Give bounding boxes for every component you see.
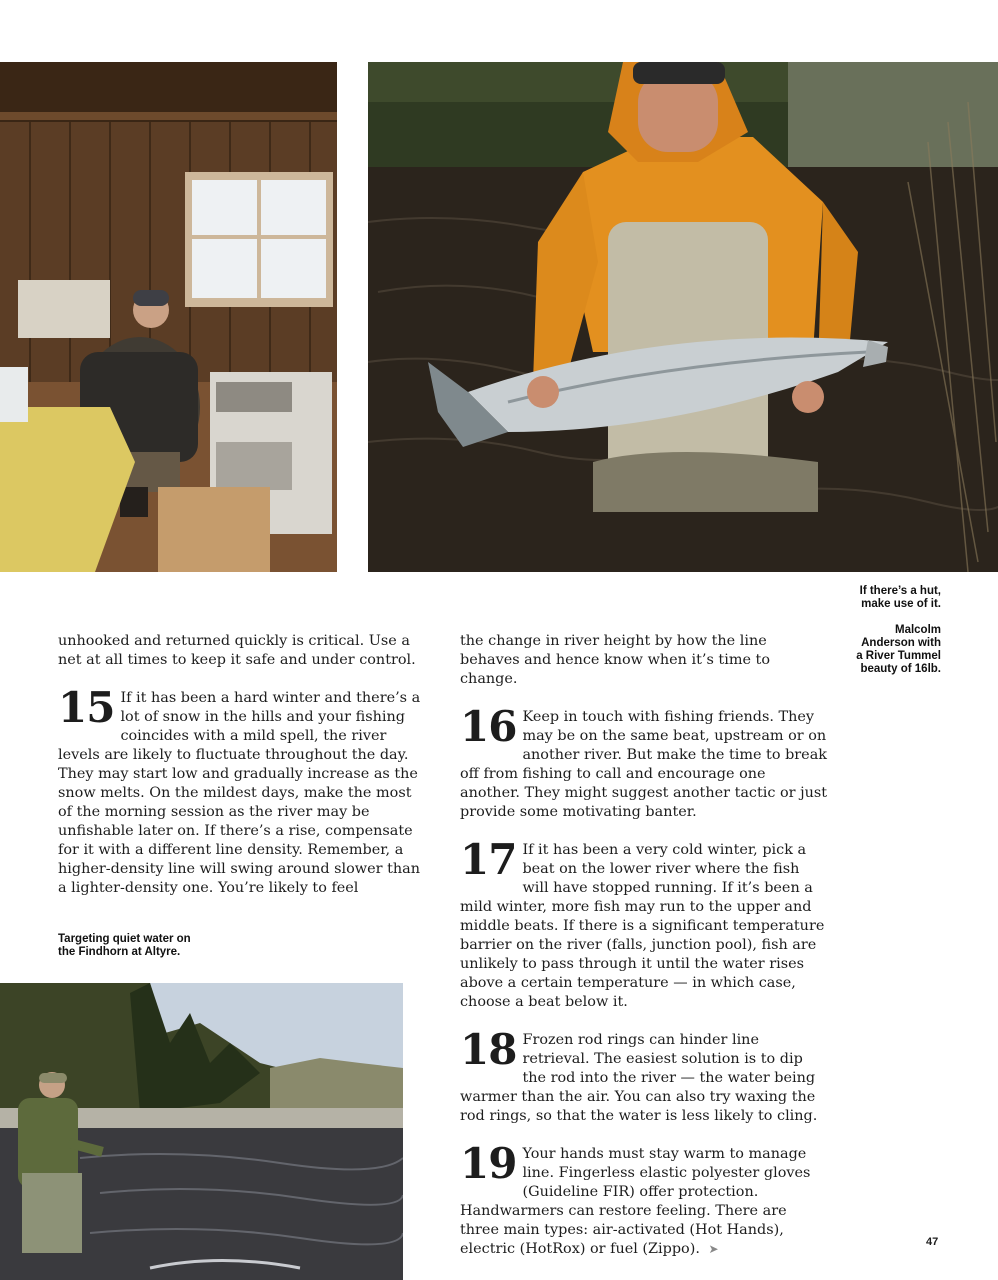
tip-19	[460, 1139, 828, 1259]
tip-18	[460, 1025, 828, 1126]
tip-text: If it has been a very cold winter, pick a beat on the lower river where the fish will have stopped running. If it’s been a mild winter, more fish may run to the upper and middle beats. If there is a significant temperature barrier on the river (falls, junction pool), fish are unlikely to pass through it until the water rises above a certain temperature — in which case, choose a beat below it.	[460, 842, 825, 1010]
end-of-article-arrow-icon: ➤	[708, 1242, 719, 1256]
findhorn-river-photo	[0, 983, 403, 1280]
tip-text: Frozen rod rings can hinder line retrieval. The easiest solution is to dip the rod into the river — the water being warmer than the air. You can also try waxing the rod rings, so that the water is less likely to cling.	[460, 1032, 818, 1124]
photo-captions-right	[855, 585, 941, 689]
page-number: 47	[926, 1236, 939, 1248]
tip-17	[460, 835, 828, 1012]
tip-15-continuation: the change in river height by how the line behaves and hence know when it’s time to change.	[460, 633, 770, 687]
intro-paragraph: unhooked and returned quickly is critical. Use a net at all times to keep it safe and under control.	[58, 633, 416, 668]
tip-number: 18	[460, 1025, 517, 1074]
tip-number: 16	[460, 702, 517, 751]
tip-text: If it has been a hard winter and there’s a lot of snow in the hills and your fishing coincides with a mild spell, the river levels are likely to fluctuate throughout the day. They may start low and gradually increase as the snow melts. On the mildest days, make the most of the morning session as the river may be unfishable later on. If there’s a rise, compensate for it with a different line density. Remember, a higher-density line will swing around slower than a lighter-density one. You’re likely to feel	[58, 690, 421, 896]
tip-number: 19	[460, 1139, 517, 1188]
tip-number: 17	[460, 835, 517, 884]
tip-16	[460, 702, 828, 822]
hut-caption: If there’s a hut, make use of it.	[859, 585, 941, 610]
article-column-left	[58, 632, 430, 917]
hut-interior-photo	[0, 62, 337, 572]
angler-with-salmon-photo	[368, 62, 998, 572]
tip-number: 15	[58, 683, 115, 732]
tip-text: Keep in touch with fishing friends. They may be on the same beat, upstream or on another river. But make the time to break off from fishing to call and encourage one another. They might suggest another tactic or just provide some motivating banter.	[460, 709, 828, 820]
river-caption: Targeting quiet water on the Findhorn at Altyre.	[58, 933, 191, 958]
salmon-caption: Malcolm Anderson with a River Tummel beauty of 16lb.	[856, 624, 941, 675]
tip-15	[58, 683, 430, 898]
article-column-right	[460, 632, 828, 1278]
tip-text: Your hands must stay warm to manage line. Fingerless elastic polyester gloves (Guideline FIR) offer protection. Handwarmers can restore feeling. There are three main types: air-activated (Hot Hands), electric (HotRox) or fuel (Zippo).	[460, 1146, 811, 1257]
